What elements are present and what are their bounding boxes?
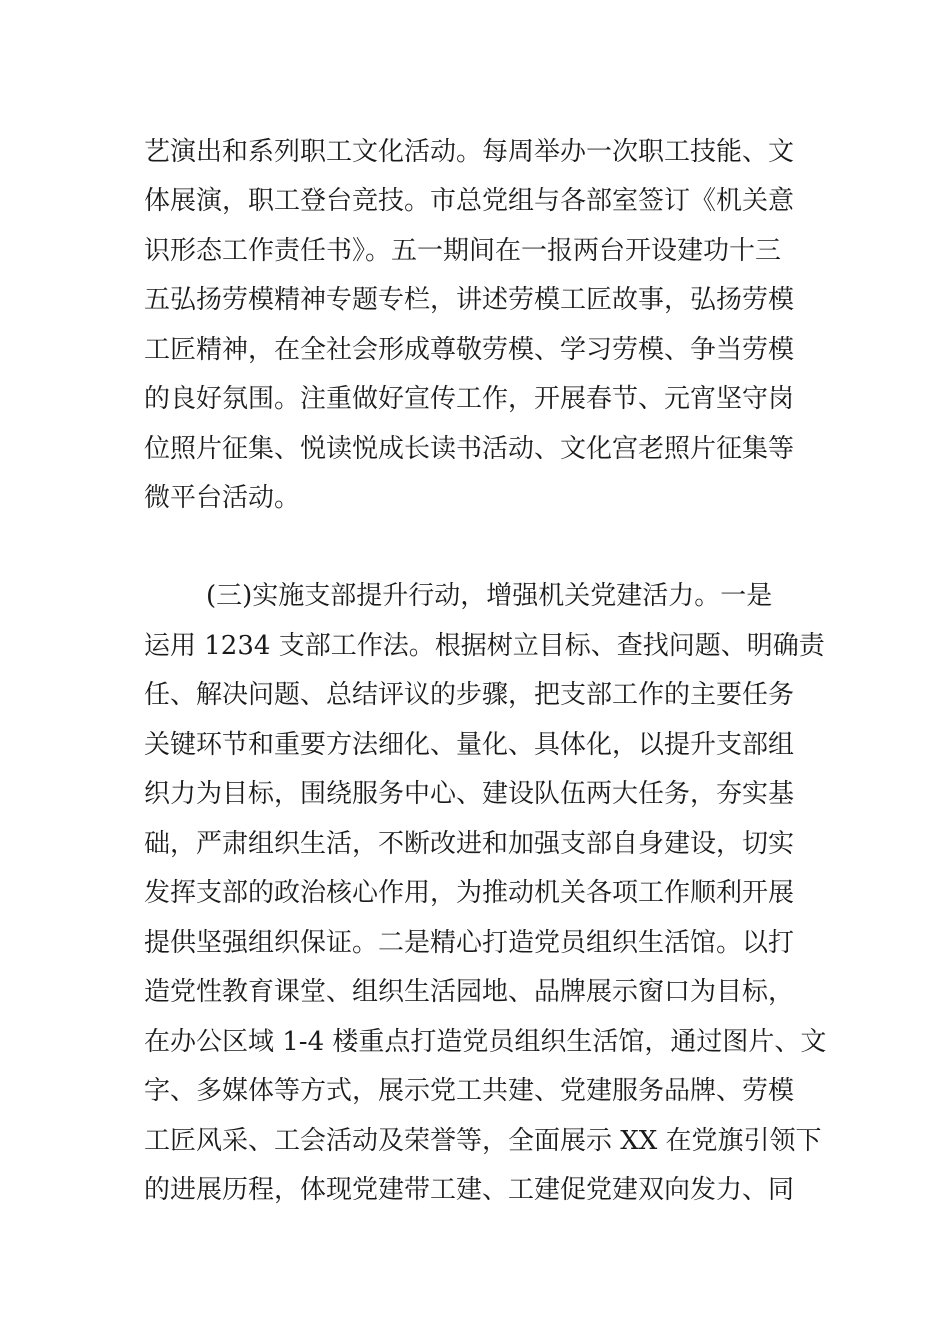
- paragraph-1-line-6: 的良好氛围。注重做好宣传工作，开展春节、元宵坚守岗: [144, 384, 795, 414]
- paragraph-1-line-2: 体展演，职工登台竞技。市总党组与各部室签订《机关意: [144, 186, 795, 216]
- paragraph-2-line-11: 字、多媒体等方式，展示党工共建、党建服务品牌、劳模: [144, 1076, 795, 1106]
- paragraph-1-line-4: 五弘扬劳模精神专题专栏，讲述劳模工匠故事，弘扬劳模: [144, 285, 795, 315]
- paragraph-2-line-6: 础，严肃组织生活，不断改进和加强支部自身建设，切实: [144, 829, 795, 859]
- paragraph-2-line-1: (三)实施支部提升行动，增强机关党建活力。一是: [206, 581, 773, 611]
- paragraph-2-line-12: 工匠风采、工会活动及荣誉等，全面展示 XX 在党旗引领下: [144, 1126, 822, 1156]
- paragraph-1-line-3: 识形态工作责任书》。五一期间在一报两台开设建功十三: [144, 236, 782, 266]
- paragraph-1-line-1: 艺演出和系列职工文化活动。每周举办一次职工技能、文: [144, 137, 795, 167]
- paragraph-2-line-13: 的进展历程，体现党建带工建、工建促党建双向发力、同: [144, 1175, 795, 1205]
- paragraph-2-line-9: 造党性教育课堂、组织生活园地、品牌展示窗口为目标，: [144, 977, 795, 1007]
- paragraph-2-line-5: 织力为目标，围绕服务中心、建设队伍两大任务，夯实基: [144, 779, 795, 809]
- paragraph-2-line-2: 运用 1234 支部工作法。根据树立目标、查找问题、明确责: [144, 631, 825, 661]
- paragraph-2-line-10: 在办公区域 1-4 楼重点打造党员组织生活馆，通过图片、文: [144, 1027, 827, 1057]
- paragraph-2-line-7: 发挥支部的政治核心作用，为推动机关各项工作顺利开展: [144, 878, 795, 908]
- paragraph-1-line-5: 工匠精神，在全社会形成尊敬劳模、学习劳模、争当劳模: [144, 335, 795, 365]
- paragraph-2-line-4: 关键环节和重要方法细化、量化、具体化，以提升支部组: [144, 730, 795, 760]
- paragraph-2-line-3: 任、解决问题、总结评议的步骤，把支部工作的主要任务: [144, 680, 795, 710]
- paragraph-2-line-8: 提供坚强组织保证。二是精心打造党员组织生活馆。以打: [144, 928, 795, 958]
- paragraph-1-line-8: 微平台活动。: [144, 483, 301, 513]
- paragraph-1-line-7: 位照片征集、悦读悦成长读书活动、文化宫老照片征集等: [144, 434, 795, 464]
